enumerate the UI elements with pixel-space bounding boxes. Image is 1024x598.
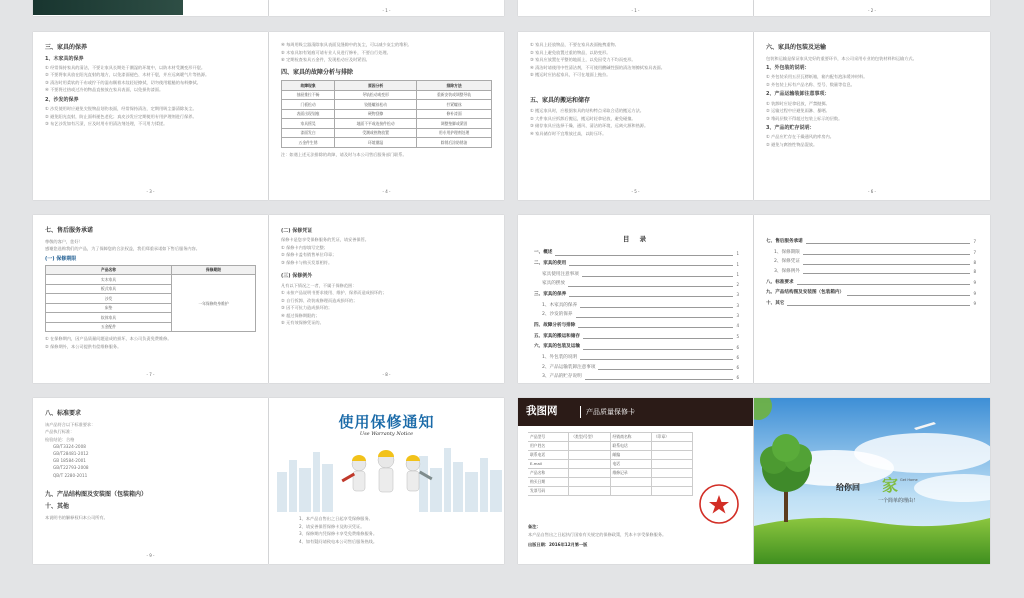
toc-entry-page: 3 xyxy=(736,312,739,318)
subsection-heading: 2、产品运输装卸注意事项： xyxy=(766,91,830,98)
text-line: 包装和运输是保证家具完好的重要环节，本公司采用专业的包装材料和运输方式。 xyxy=(766,55,917,61)
cover-page xyxy=(754,398,990,564)
table-cell: 实木家具 xyxy=(46,275,172,285)
toc-entry-label: 一、概述 xyxy=(534,250,553,256)
table-cell: 受潮或热物放置 xyxy=(335,128,417,138)
toc-entry-label: 3、保修例外 xyxy=(774,268,800,274)
text-line: ④ 不要将过热或过冷的物品直接放在家具表面，以免损伤漆面。 xyxy=(45,87,164,93)
text-line: ① 产品应贮存在干燥通风的库房内。 xyxy=(766,134,834,140)
toc-entry-label: 2、产品运输装卸注意事项 xyxy=(542,364,596,370)
worker-figures xyxy=(341,450,432,492)
toc-entry[interactable] xyxy=(534,323,739,330)
page-number: - 8 - xyxy=(382,372,391,378)
toc-entry-page: 7 xyxy=(973,250,976,256)
form-row xyxy=(528,442,693,451)
subsection-heading: (二) 保修凭证 xyxy=(281,228,313,234)
text-line: ③ 堆码层数不得超过包装上标示的层数。 xyxy=(766,115,843,121)
text-line: 本说明书的解释权归本公司所有。 xyxy=(45,515,108,521)
table-cell: 抽屉推拉不畅 xyxy=(282,90,335,100)
toc-leader xyxy=(598,366,733,370)
form-row xyxy=(528,433,693,442)
page-number: - 7 - xyxy=(146,372,155,378)
standard-item: GB/T28481-2012 xyxy=(53,451,89,457)
toc-entry[interactable] xyxy=(534,355,739,362)
toc-leader xyxy=(583,335,734,339)
text-line: ⑤ 无有效保修凭证的。 xyxy=(281,320,324,325)
toc-leader xyxy=(578,324,733,328)
table-cell: 用专用护理剂处理 xyxy=(417,128,492,138)
cover-greeting: 给你回 xyxy=(836,483,860,492)
text-line: ③ 清洁时用柔软的干布或拧干的湿布顺着木纹轻轻擦拭，切勿使用粗糙的布料擦拭。 xyxy=(45,79,201,85)
form-label: 产品名称 xyxy=(528,469,569,477)
toc-entry[interactable] xyxy=(534,365,739,372)
warranty-cell: 一年保修终身维护 xyxy=(172,275,256,332)
form-label: E-mail xyxy=(528,460,569,468)
warranty-table xyxy=(45,265,256,333)
standard-item: GB/T3324-2008 xyxy=(53,444,86,450)
page-5 xyxy=(518,32,753,200)
page-9 xyxy=(33,398,268,564)
toc-entry[interactable] xyxy=(534,281,739,288)
warranty-form xyxy=(528,432,693,496)
page-number: - 4 - xyxy=(382,189,391,195)
warranty-card-page xyxy=(518,398,753,564)
text-line: ① 保修卡内容填写完整； xyxy=(281,244,328,250)
table-cell: 硬物刮擦 xyxy=(335,109,417,119)
text-line: ① 搬运家具时，应根据家具的结构特点采取合适的搬运方法。 xyxy=(530,108,644,114)
toc-entry-label: 八、标准要求 xyxy=(766,279,794,285)
table-row xyxy=(282,100,492,110)
toc-leader xyxy=(583,346,734,350)
toc-entry[interactable] xyxy=(766,259,976,266)
table-cell: 门板松动 xyxy=(282,100,335,110)
standard-item: GB 18584-2001 xyxy=(53,458,86,464)
toc-entry-page: 9 xyxy=(973,290,976,296)
toc-entry-label: 二、家具的使用 xyxy=(534,261,567,267)
table-row xyxy=(282,128,492,138)
form-field[interactable] xyxy=(652,487,693,495)
toc-entry[interactable] xyxy=(766,239,976,246)
publish-date: 出版日期：2016年12月第一版 xyxy=(528,542,588,547)
text-line: ① 装卸时应轻拿轻放，严禁抛掷。 xyxy=(766,100,830,106)
toc-entry[interactable] xyxy=(534,303,739,310)
text-line: ① 未按产品说明书要求使用、维护、保养而造成损坏的； xyxy=(281,290,387,295)
text-line: ⑤ 木家具如有划痕可请专业人员进行修补，不要自行处理。 xyxy=(281,49,391,55)
toc-entry-page: 6 xyxy=(736,365,739,371)
toc-entry-page: 9 xyxy=(973,301,976,307)
toc-entry[interactable] xyxy=(766,301,976,308)
form-label: 电话 xyxy=(611,460,652,468)
page-7 xyxy=(33,215,268,383)
nature-landscape-image xyxy=(754,398,990,564)
form-field[interactable] xyxy=(652,469,693,477)
text-line: 检验结论：合格 xyxy=(45,436,75,442)
text-line: ③ 布艺沙发如有污渍，应及时用专用清洁剂处理，不可用力揉搓。 xyxy=(45,121,168,127)
form-label: 联系电话 xyxy=(528,451,569,459)
table-cell: 修补漆面 xyxy=(417,109,492,119)
toc-entry-page: 1 xyxy=(736,250,739,256)
notice-title: 使用保修通知 xyxy=(338,413,435,431)
form-row xyxy=(528,478,693,487)
toc-leader xyxy=(580,356,733,360)
table-cell: 调整垫脚或紧固 xyxy=(417,119,492,129)
toc-entry-label: 家具的摆放 xyxy=(542,281,565,287)
toc-entry[interactable] xyxy=(534,334,739,341)
toc-leader xyxy=(569,293,733,297)
toc-leader xyxy=(576,314,734,318)
page-number: - 1 - xyxy=(631,8,640,14)
form-field[interactable] xyxy=(652,478,693,486)
page-number: - 2 - xyxy=(868,8,876,14)
card-header xyxy=(518,398,753,426)
text-line: 2、请妥善保管保修卡及购买凭证。 xyxy=(299,523,365,529)
divider xyxy=(580,406,581,418)
form-field[interactable] xyxy=(652,442,693,450)
table-row xyxy=(46,275,256,285)
text-line: ③ 保修卡与购买发票相符。 xyxy=(281,259,333,265)
toc-page-1 xyxy=(518,215,753,383)
page-number: - 3 - xyxy=(146,189,155,195)
standard-item: QB/T 2280-2011 xyxy=(53,472,88,478)
toc-entry[interactable] xyxy=(534,292,739,299)
toc-entry-page: 1 xyxy=(736,261,739,267)
text-line: 4、如有疑问请致电本公司售后服务热线。 xyxy=(299,538,378,544)
text-line: 尊敬的客户，您好！ xyxy=(45,238,83,244)
toc-leader xyxy=(806,240,971,244)
text-line: 凡有以下情况之一者，不属于保修范围： xyxy=(281,282,357,288)
table-cell: 五金件生锈 xyxy=(282,138,335,148)
toc-entry-page: 1 xyxy=(736,272,739,278)
brand-logo: 我图网 xyxy=(526,405,558,417)
table-header: 产品名称 xyxy=(46,265,172,275)
table-cell: 软体家具 xyxy=(46,313,172,323)
section-heading: 八、标准要求 xyxy=(45,410,82,417)
subsection-heading: (三) 保修例外 xyxy=(281,273,313,280)
toc-leader xyxy=(580,304,733,308)
section-heading: 四、家具的故障分析与排除 xyxy=(281,68,354,76)
table-row xyxy=(282,109,492,119)
subsection-heading: 3、产品的贮存说明： xyxy=(766,125,815,132)
toc-entry-page: 8 xyxy=(973,259,976,265)
table-header: 保修期限 xyxy=(172,265,256,275)
toc-entry[interactable] xyxy=(534,312,739,319)
text-line: ① 外包装采用五层瓦楞纸箱，箱内配有泡沫缓冲材料。 xyxy=(766,74,868,80)
text-line: ② 保修期外，本公司提供有偿维修服务。 xyxy=(45,343,122,349)
text-line: ② 大件家具应拆卸后搬运，搬运时轻拿轻放，避免碰撞。 xyxy=(530,115,636,121)
text-line: ② 家具上避免放置过重的物品，以防变形。 xyxy=(530,49,611,55)
text-line: ③ 因不可抗力造成损坏的； xyxy=(281,305,333,310)
table-row xyxy=(282,119,492,129)
subsection-heading: 1、外包装的说明： xyxy=(766,65,810,72)
toc-leader xyxy=(803,261,971,265)
toc-entry[interactable] xyxy=(766,269,976,276)
form-field[interactable] xyxy=(569,478,610,486)
form-label xyxy=(611,478,652,486)
form-label: 用户姓名 xyxy=(528,442,569,450)
table-cell: 五金配件 xyxy=(46,322,172,332)
text-line: ③ 储存家具应选择干燥、通风、清洁的环境，远离火源和热源。 xyxy=(530,123,649,129)
toc-entry-label: 家具使用注意事项 xyxy=(542,271,579,277)
toc-entry-page: 9 xyxy=(973,280,976,286)
dark-image-strip xyxy=(33,0,183,15)
toc-leader xyxy=(568,283,733,287)
warranty-notice-page xyxy=(269,398,504,564)
toc-entry-page: 6 xyxy=(736,374,739,380)
toc-leader xyxy=(555,252,733,256)
toc-entry-label: 九、产品结构图及安装图（包装箱内） xyxy=(766,290,845,296)
toc-entry-label: 七、售后服务承诺 xyxy=(766,239,803,244)
table-cell: 家具摇晃 xyxy=(282,119,335,129)
fault-table xyxy=(281,80,492,148)
table-cell: 环境潮湿 xyxy=(335,138,417,148)
form-field[interactable] xyxy=(569,469,610,477)
form-label: 联系电话 xyxy=(611,442,652,450)
text-line: ② 外包装上标有产品名称、型号、数量等信息。 xyxy=(766,81,855,87)
text-line: ④ 清洁时请使用中性清洁剂，不可使用酸碱性强的清洁剂擦拭家具表面。 xyxy=(530,64,665,70)
table-cell: 拧紧螺丝 xyxy=(417,100,492,110)
toc-entry-label: 六、家具的包装及运输 xyxy=(534,344,580,350)
text-line: ⑤ 搬运时应抬起家具，不可在地面上拖拉。 xyxy=(530,72,611,77)
form-row xyxy=(528,451,693,460)
red-seal-stamp xyxy=(697,482,741,526)
form-field[interactable] xyxy=(569,442,610,450)
text-line: ② 避免阳光直射，防止面料褪色老化；真皮沙发应定期使用专用护理剂进行保养。 xyxy=(45,113,197,119)
form-field[interactable] xyxy=(652,451,693,459)
table-header: 原因分析 xyxy=(335,81,417,91)
table-cell: 沙发 xyxy=(46,294,172,304)
toc-entry-label: 四、故障分析与排除 xyxy=(534,323,576,329)
text-line: ④ 每周用吸尘器清除家具表面及缝隙中的灰尘，可以减少灰尘的堆积。 xyxy=(281,42,412,47)
table-cell: 漆面发白 xyxy=(282,128,335,138)
home-logo-icon: 家 xyxy=(882,476,899,495)
page-6 xyxy=(754,32,990,200)
text-line: 1、本产品自售出之日起享受保修服务。 xyxy=(299,516,373,521)
text-line: ① 家具上轻放物品，不要在家具表面拖拽重物。 xyxy=(530,42,619,47)
toc-entry-label: 五、家具的搬运和储存 xyxy=(534,333,580,339)
text-line: 该产品符合以下标准要求： xyxy=(45,421,96,427)
subsection-heading: (一) 保修期限 xyxy=(45,255,77,262)
toc-page-2 xyxy=(754,215,990,383)
form-label: 邮编 xyxy=(611,451,652,459)
toc-entry[interactable] xyxy=(534,344,739,351)
text-line: ② 运输过程中应避免雨淋、暴晒。 xyxy=(766,108,830,114)
toc-entry-label: 2、沙发的保养 xyxy=(542,312,573,318)
toc-entry-label: 3、产品的贮存说明 xyxy=(542,374,582,380)
toc-entry-label: 1、外包装的说明 xyxy=(542,354,578,360)
form-field[interactable] xyxy=(652,460,693,468)
toc-entry[interactable] xyxy=(766,290,976,297)
text-line: ① 在保修期内，因产品质量问题造成的损坏，本公司负责免费维修。 xyxy=(45,336,172,342)
toc-entry-label: 1、保修期限 xyxy=(774,249,800,255)
section-heading: 十、其他 xyxy=(45,503,70,511)
toc-entry-page: 3 xyxy=(736,292,739,298)
text-line: 3、保修期内凭保修卡享受免费维修服务。 xyxy=(299,531,378,536)
page-3 xyxy=(33,32,268,200)
toc-leader xyxy=(569,262,733,266)
form-field[interactable] xyxy=(569,487,610,495)
text-line: 产品执行标准： xyxy=(45,429,75,435)
text-line: ② 避免与腐蚀性物品混放。 xyxy=(766,141,818,147)
page-top-1 xyxy=(33,0,268,16)
text-line: 保修卡是您享受保修服务的凭证，请妥善保管。 xyxy=(281,237,369,243)
toc-entry-label: 三、家具的保养 xyxy=(534,292,567,298)
toc-entry-label: 2、保修凭证 xyxy=(774,259,800,265)
page-number: - 9 - xyxy=(146,553,155,559)
toc-entry[interactable] xyxy=(766,280,976,287)
section-heading: 九、产品结构图及安装图（包装箱内） xyxy=(45,490,148,498)
text-line: ① 沙发使用时应避免尖锐物品划伤表面，经常保持清洁，定期用吸尘器清除灰尘。 xyxy=(45,106,197,112)
page-top-2 xyxy=(269,0,504,16)
section-heading: 六、家具的包装及运输 xyxy=(766,44,827,51)
text-line: ⑥ 定期检查家具五金件，发现松动应及时紧固。 xyxy=(281,57,370,62)
form-label: 维修记录 xyxy=(611,469,652,477)
text-line: ② 不要将家具放在阳光直射的地方，以免漆面褪色、木材干裂，并应远离暖气片等热源。 xyxy=(45,72,210,78)
form-field[interactable] xyxy=(569,460,610,468)
text-line: ③ 家具应放置在平整的地面上，以免因受力不均而变形。 xyxy=(530,57,636,62)
toc-leader xyxy=(585,376,734,380)
section-heading: 七、售后服务承诺 xyxy=(45,227,94,234)
toc-entry-page: 5 xyxy=(736,334,739,340)
toc-leader xyxy=(803,270,971,274)
form-field[interactable]: （印章） xyxy=(652,433,693,441)
text-line: ② 自行拆卸、改装或修理而造成损坏的； xyxy=(281,297,358,303)
toc-entry[interactable] xyxy=(534,261,739,268)
table-cell: 板式家具 xyxy=(46,284,172,294)
toc-entry[interactable] xyxy=(534,272,739,279)
toc-entry-label: 1、木家具的保养 xyxy=(542,302,578,308)
page-number: - 5 - xyxy=(631,189,640,195)
table-cell: 除锈后涂防锈油 xyxy=(417,138,492,148)
table-cell: 表面出现划痕 xyxy=(282,109,335,119)
note-text: 本产品自售出之日起执行国家有关规定的保修政策，凭本卡享受保修服务。 xyxy=(528,531,667,537)
toc-title: 目 录 xyxy=(622,235,651,243)
toc-leader xyxy=(787,302,970,306)
toc-entry[interactable] xyxy=(534,250,739,257)
toc-leader xyxy=(797,281,971,285)
text-line: ① 经常保持家具的清洁，不要让家具长期处于潮湿的环境中，以防木材受潮变形开裂。 xyxy=(45,64,206,70)
text-line: ④ 家具储存时不宜堆放过高，以防压坏。 xyxy=(530,130,607,136)
toc-list xyxy=(534,250,739,381)
text-line: 感谢您选购我们的产品，为了保障您的合法权益，我们郑重承诺如下售后服务内容。 xyxy=(45,246,200,252)
form-field[interactable] xyxy=(569,451,610,459)
toc-entry-page: 7 xyxy=(973,239,976,245)
toc-leader xyxy=(847,292,970,296)
form-row xyxy=(528,487,693,496)
page-number: - 6 - xyxy=(868,189,876,195)
toc-entry-page: 8 xyxy=(973,269,976,275)
subsection-heading: 1、木家具的保养 xyxy=(45,55,84,62)
text-line: 注：如遇上述无法排除的故障，请及时与本公司售后服务部门联系。 xyxy=(281,151,407,157)
form-label: 产品型号 xyxy=(528,433,569,441)
form-label: 购买日期 xyxy=(528,478,569,486)
logo-caption: Get Home xyxy=(900,478,918,482)
table-row xyxy=(282,138,492,148)
table-cell: 导轨松动或变形 xyxy=(335,90,417,100)
section-heading: 三、家具的保养 xyxy=(45,44,88,51)
table-cell: 重新安装或调整导轨 xyxy=(417,90,492,100)
table-cell: 地面不平或连接件松动 xyxy=(335,119,417,129)
table-cell: 床垫 xyxy=(46,303,172,313)
note-title: 备注： xyxy=(528,524,541,529)
form-label: 发票号码 xyxy=(528,487,569,495)
notice-subtitle: Use Warranty Notice xyxy=(359,431,414,437)
toc-list xyxy=(766,239,976,308)
city-skyline-illustration xyxy=(269,442,504,512)
toc-entry-page: 4 xyxy=(736,323,739,329)
table-header: 排除方法 xyxy=(417,81,492,91)
table-cell: 铰链螺丝松动 xyxy=(335,100,417,110)
toc-entry[interactable] xyxy=(534,374,739,381)
toc-leader xyxy=(582,273,734,277)
toc-entry[interactable] xyxy=(766,250,976,257)
page-4 xyxy=(269,32,504,200)
form-label: 经销商名称 xyxy=(611,433,652,441)
cover-slogan: 一个简单的理由！ xyxy=(878,498,919,504)
section-heading: 五、家具的搬运和储存 xyxy=(530,96,591,104)
toc-leader xyxy=(803,251,971,255)
form-label xyxy=(611,487,652,495)
toc-entry-page: 2 xyxy=(736,281,739,287)
toc-entry-label: 十、其它 xyxy=(766,300,785,306)
toc-entry-page: 6 xyxy=(736,355,739,361)
toc-entry-page: 6 xyxy=(736,344,739,350)
text-line: ④ 超过保修期限的； xyxy=(281,312,320,318)
card-title: 产品质量保修卡 xyxy=(586,408,635,416)
text-line: ② 保修卡盖有销售单位印章； xyxy=(281,252,337,258)
subsection-heading: 2、沙发的保养 xyxy=(45,96,79,103)
standard-item: GB/T22793-2008 xyxy=(53,465,89,471)
form-field[interactable]: （类型/号型） xyxy=(569,433,610,441)
page-8 xyxy=(269,215,504,383)
toc-entry-page: 3 xyxy=(736,303,739,309)
page-top-4 xyxy=(754,0,990,16)
page-top-3 xyxy=(518,0,753,16)
table-header: 故障现象 xyxy=(282,81,335,91)
page-number: - 1 - xyxy=(382,8,391,14)
table-row xyxy=(282,90,492,100)
form-row xyxy=(528,460,693,469)
form-row xyxy=(528,469,693,478)
